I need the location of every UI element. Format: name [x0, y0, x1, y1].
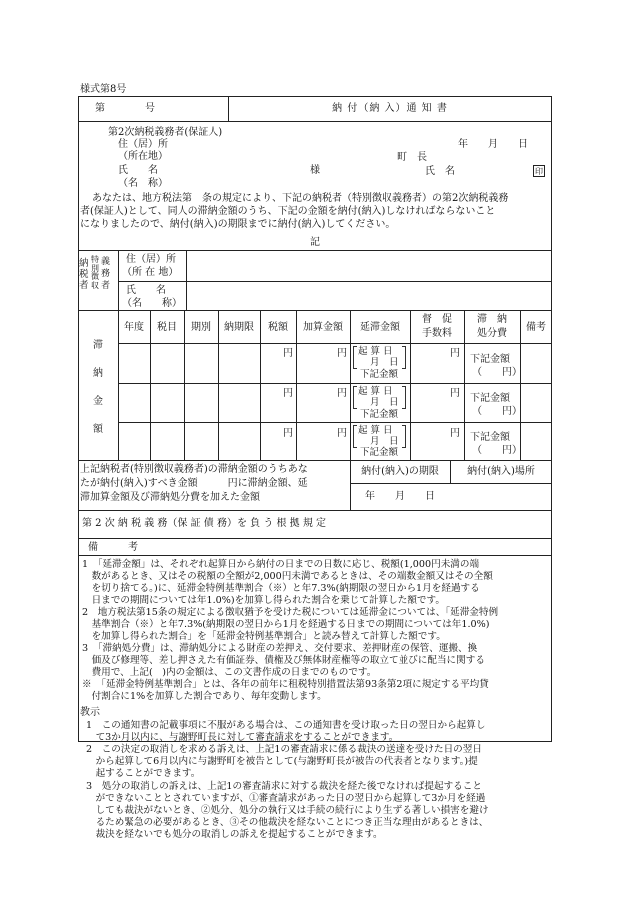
- row1-tax-yen: 円: [283, 348, 293, 359]
- note-line-7: を加算し得られた割合」を「延滞金特例基準割合」と読み替えて計算した額です。: [82, 631, 446, 642]
- note-line-12: 付割合に1%を加算した割合であり、毎年変動します。: [82, 691, 327, 702]
- instruction-line-5: 起することができます。: [86, 768, 201, 779]
- row3-start-date: 起 算 日: [358, 425, 393, 436]
- row3-proc-amount: （ 円）: [472, 445, 522, 456]
- row1-proc-amount: （ 円）: [472, 367, 522, 378]
- row3-fee-yen: 円: [450, 428, 460, 439]
- instruction-line-3: 2 この決定の取消しを求める訴えは、上記1の審査請求に係る裁決の送達を受けた日の翌日: [86, 744, 482, 755]
- taxpayer-side-label: 納税者: [79, 258, 89, 291]
- table-side-label-3: 金: [93, 396, 103, 407]
- instruction-line-10: 裁決を経ないでも処分の取消しの訴えを提起することができます。: [86, 829, 383, 840]
- col-header-due-date: 納期限: [224, 322, 254, 333]
- col-header-year: 年度: [124, 322, 144, 333]
- instruction-line-1: 1 この通知書の記載事項に不服がある場合は、この通知書を受け取った日の翌日から起算し: [86, 720, 486, 731]
- col-header-reminder-fee: 手数料: [422, 328, 452, 339]
- col-header-disposition: 滞 納: [477, 314, 507, 325]
- row1-fee-yen: 円: [450, 348, 460, 359]
- col-header-additional: 加算金額: [303, 322, 343, 333]
- basis-label: 第 2 次 納 税 義 務（保 証 債 務）を 負 う 根 拠 規 定: [82, 518, 327, 529]
- note-line-4: 日までの期間については年1.0%)を加算し得られた割合を乗じて計算した額です。: [82, 595, 445, 606]
- body-text-line-1: あなたは、地方税法第 条の規定により、下記の納税者（特別徴収義務者）の第2次納税義務: [92, 193, 509, 204]
- note-line-9: 価及び修理等、差し押さえた有価証券、債権及び無体財産権等の取立て並びに配当に関する: [82, 655, 485, 666]
- instruction-line-4: から起算して6月以内に与謝野町を被告として(与謝野町長が被告の代表者となります。)提: [86, 756, 478, 767]
- addressee-sama: 様: [310, 165, 320, 176]
- issuer-name-label: 氏 名: [425, 166, 455, 177]
- instruction-line-8: しても裁決がないとき、②処分、処分の執行又は手続の続行により生ずる著しい損害を避け: [86, 805, 489, 816]
- taxpayer-address-label-2: （所 在 地）: [122, 267, 179, 278]
- summary-desc-line-3: 滞加算金額及び滞納処分費を加えた金額: [80, 492, 260, 503]
- row1-month-day: 月 日: [370, 357, 399, 368]
- row3-tax-yen: 円: [283, 428, 293, 439]
- note-line-10: 費用で、上記( )内の金額は、この文書作成の日までのものです。: [82, 667, 377, 678]
- row2-fee-yen: 円: [450, 388, 460, 399]
- taxpayer-side-label-2: 特別徴収: [91, 255, 99, 290]
- form-id: 様式第8号: [80, 84, 127, 95]
- deadline-date: 年 月 日: [365, 491, 435, 502]
- col-header-disposition-cost: 処分費: [477, 328, 507, 339]
- row2-late-amount-label: 下記金額: [360, 409, 399, 420]
- table-side-label-1: 滞: [93, 340, 103, 351]
- addressee-name-label-2: （名 称）: [118, 178, 168, 189]
- col-header-reminder: 督 促: [422, 314, 452, 325]
- row3-late-amount-label: 下記金額: [360, 447, 399, 458]
- instruction-line-9: るため緊急の必要があるとき、③その他裁決を経ないことにつき正当な理由があるときは、: [86, 817, 489, 828]
- row3-proc-label: 下記金額: [470, 432, 510, 443]
- col-header-remarks: 備考: [526, 322, 546, 333]
- row3-add-yen: 円: [337, 428, 347, 439]
- issuer-title: 町 長: [397, 152, 427, 163]
- note-line-2: 数があるとき、又はその税額の全額が2,000円未満であるときは、その端数金額又はその全額: [82, 571, 493, 582]
- row2-start-date: 起 算 日: [358, 386, 393, 397]
- col-header-tax-type: 税目: [157, 322, 177, 333]
- note-line-5: 2 地方税法第15条の規定による徴収猶予を受けた税については延滞金については、「延滞金特例: [82, 607, 499, 618]
- note-line-11: ※ 「延滞金特例基準割合」とは、各年の前年に租税特別措置法第93条第2項に規定する平均貸: [82, 679, 489, 690]
- note-line-1: 1 「延滞金額」は、それぞれ起算日から納付の日までの日数に応じ、税額(1,000円未満の端: [82, 559, 480, 570]
- remarks-label: 備 考: [88, 542, 138, 553]
- issue-date: 年 月 日: [458, 139, 528, 150]
- taxpayer-address-label: 住（居）所: [126, 254, 176, 265]
- summary-desc-line-2: たが納付(納入)すべき金額 円に滞納金額、延: [80, 478, 308, 489]
- body-text-line-3: になりましたので、納付(納入)の期限までに納付(納入)してください。: [80, 219, 396, 230]
- page-title: 納 付（納 入）通 知 書: [332, 103, 448, 114]
- addressee-role: 第2次納税義務者(保証人): [108, 127, 223, 138]
- instruction-line-2: て3か月以内に、与謝野町長に対して審査請求をすることができます。: [86, 732, 399, 743]
- ki-label: 記: [310, 237, 320, 248]
- taxpayer-side-label-3: 義務者: [101, 257, 111, 291]
- document-number: 第 号: [95, 103, 155, 114]
- row2-tax-yen: 円: [283, 388, 293, 399]
- row1-start-date: 起 算 日: [358, 346, 393, 357]
- deadline-label: 納付(納入)の期限: [361, 466, 439, 477]
- row2-add-yen: 円: [337, 388, 347, 399]
- row2-proc-label: 下記金額: [470, 393, 510, 404]
- note-line-3: を切り捨てる。)に、延滞金特例基準割合（※）と年7.3%(納期限の翌日から1月を経過する: [82, 583, 480, 594]
- instruction-line-6: 3 処分の取消しの訴えは、上記1の審査請求に対する裁決を経た後でなければ提起すること: [86, 781, 482, 792]
- row1-add-yen: 円: [337, 348, 347, 359]
- taxpayer-name-label: 氏 名: [126, 285, 166, 296]
- taxpayer-name-label-2: （名 称）: [122, 298, 182, 309]
- row1-late-amount-label: 下記金額: [360, 369, 399, 380]
- row2-proc-amount: （ 円）: [472, 406, 522, 417]
- row3-month-day: 月 日: [370, 436, 399, 447]
- body-text-line-2: 者(保証人)として、同人の滞納金額のうち、下記の金額を納付(納入)しなければならないこと: [80, 206, 496, 217]
- note-line-6: 基準割合（※）と年7.3%(納期限の翌日から1月を経過する日までの期間については年1.0%): [82, 619, 490, 630]
- table-side-label-4: 額: [93, 424, 103, 435]
- instructions-label: 教示: [80, 707, 100, 718]
- summary-desc-line-1: 上記納税者(特別徴収義務者)の滞納金額のうちあな: [80, 464, 308, 475]
- payment-place-label: 納付(納入)場所: [467, 466, 535, 477]
- col-header-tax-amount: 税額: [268, 322, 288, 333]
- addressee-name-label: 氏 名: [118, 165, 158, 176]
- addressee-address-label: 住（居）所: [118, 139, 168, 150]
- table-side-label-2: 納: [93, 368, 103, 379]
- col-header-late-charge: 延滞金額: [360, 322, 400, 333]
- instruction-line-7: ができないこととされていますが、①審査請求があった日の翌日から起算して3か月を経過: [86, 793, 486, 804]
- col-header-period: 期別: [191, 322, 211, 333]
- row2-month-day: 月 日: [370, 397, 399, 408]
- note-line-8: 3 「滞納処分費」は、滞納処分による財産の差押え、交付要求、差押財産の保管、運搬、換: [82, 643, 478, 654]
- row1-proc-label: 下記金額: [470, 354, 510, 365]
- seal-mark: 印: [535, 167, 543, 176]
- addressee-address-label-2: （所在地）: [118, 151, 168, 162]
